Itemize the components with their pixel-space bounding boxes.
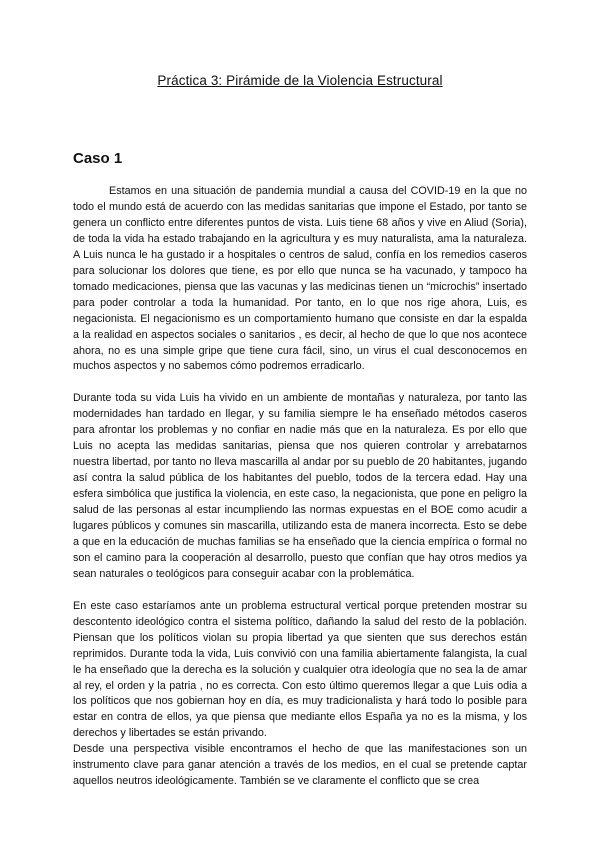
paragraph-2: Durante toda su vida Luis ha vivido en un ambiente de montañas y naturaleza, por tanto las modernidades han tardado en llegar, y su familia siempre le ha enseñado métodos caseros para afrontar los problemas y no confiar en nadie más que en la naturaleza. Es por ello que Luis no acepta las medidas sanitarias, piensa que nos quieren controlar y arrebatarnos nuestra libertad, por tanto no lleva mascarilla al andar por su pueblo de 20 habitantes, jugando así contra la salud pública de los habitantes del pueblo, todos de la tercera edad. Hay una esfera simbólica que justifica la violencia, en este caso, la negacionista, que pone en peligro la salud de las personas al estar incumpliendo las normas expuestas en el BOE como acudir a lugares públicos y comunes sin mascarilla, utilizando esta de manera incorrecta. Esto se debe a que en la educación de muchas familias se ha enseñado que la ciencia empírica o formal no son el camino para la cooperación al desarrollo, puesto que confían que hay otros medios ya sean naturales o teológicos para conseguir acabar con la problemática. [73,392,527,580]
document-body [73,184,527,806]
paragraph-1: Estamos en una situación de pandemia mundial a causa del COVID-19 en la que no todo el mundo está de acuerdo con las medidas sanitarias que impone el Estado, por tanto se genera un conflicto entre diferentes puntos de vista. Luis tiene 68 años y vive en Aliud (Soria), de toda la vida ha estado trabajando en la agricultura y es muy naturalista, ama la naturaleza. A Luis nunca le ha gustado ir a hospitales o centros de salud, confía en los remedios caseros para solucionar los dolores que tiene, es por ello que nunca se ha vacunado, y tampoco ha tomado medicaciones, piensa que las vacunas y las medicinas tienen un “microchis” insertado para poder controlar a toda la humanidad. Por tanto, en lo que nos rige ahora, Luis, es negacionista. El negacionismo es un comportamiento humano que consiste en dar la espalda a la realidad en aspectos sociales o sanitarios , es decir, al hecho de que lo que nos acontece ahora, no es una simple gripe que tiene cura fácil, sino, un virus el cual desconocemos en muchos aspectos y no sabemos cómo podremos erradicarlo. [73,185,527,373]
case-heading: Caso 1 [73,150,123,167]
paragraph-4: Desde una perspectiva visible encontramos el hecho de que las manifestaciones son un instrumento clave para ganar atención a través de los medios, en el cual se pretende captar aquellos neutros ideológicamente. También se ve claramente el conflicto que se crea [73,743,527,788]
document-title: Práctica 3: Pirámide de la Violencia Estructural [157,73,443,88]
paragraph-3: En este caso estaríamos ante un problema estructural vertical porque pretenden mostrar su descontento ideológico contra el sistema político, dañando la salud del resto de la población. Piensan que los políticos violan su propia libertad ya que sienten que sus derechos están reprimidos. Durante toda la vida, Luis convivió con una familia abiertamente falangista, la cual le ha enseñado que la derecha es la solución y cualquier otra ideología que no sea la de amar al rey, el orden y la patria , no es correcta. Con esto último queremos llegar a que Luis odia a los políticos que nos gobiernan hoy en día, es muy tradicionalista y hará todo lo posible para estar en contra de ellos, ya que piensa que mediante ellos España ya no es la misma, y los derechos y libertades se están privando. [73,599,527,740]
